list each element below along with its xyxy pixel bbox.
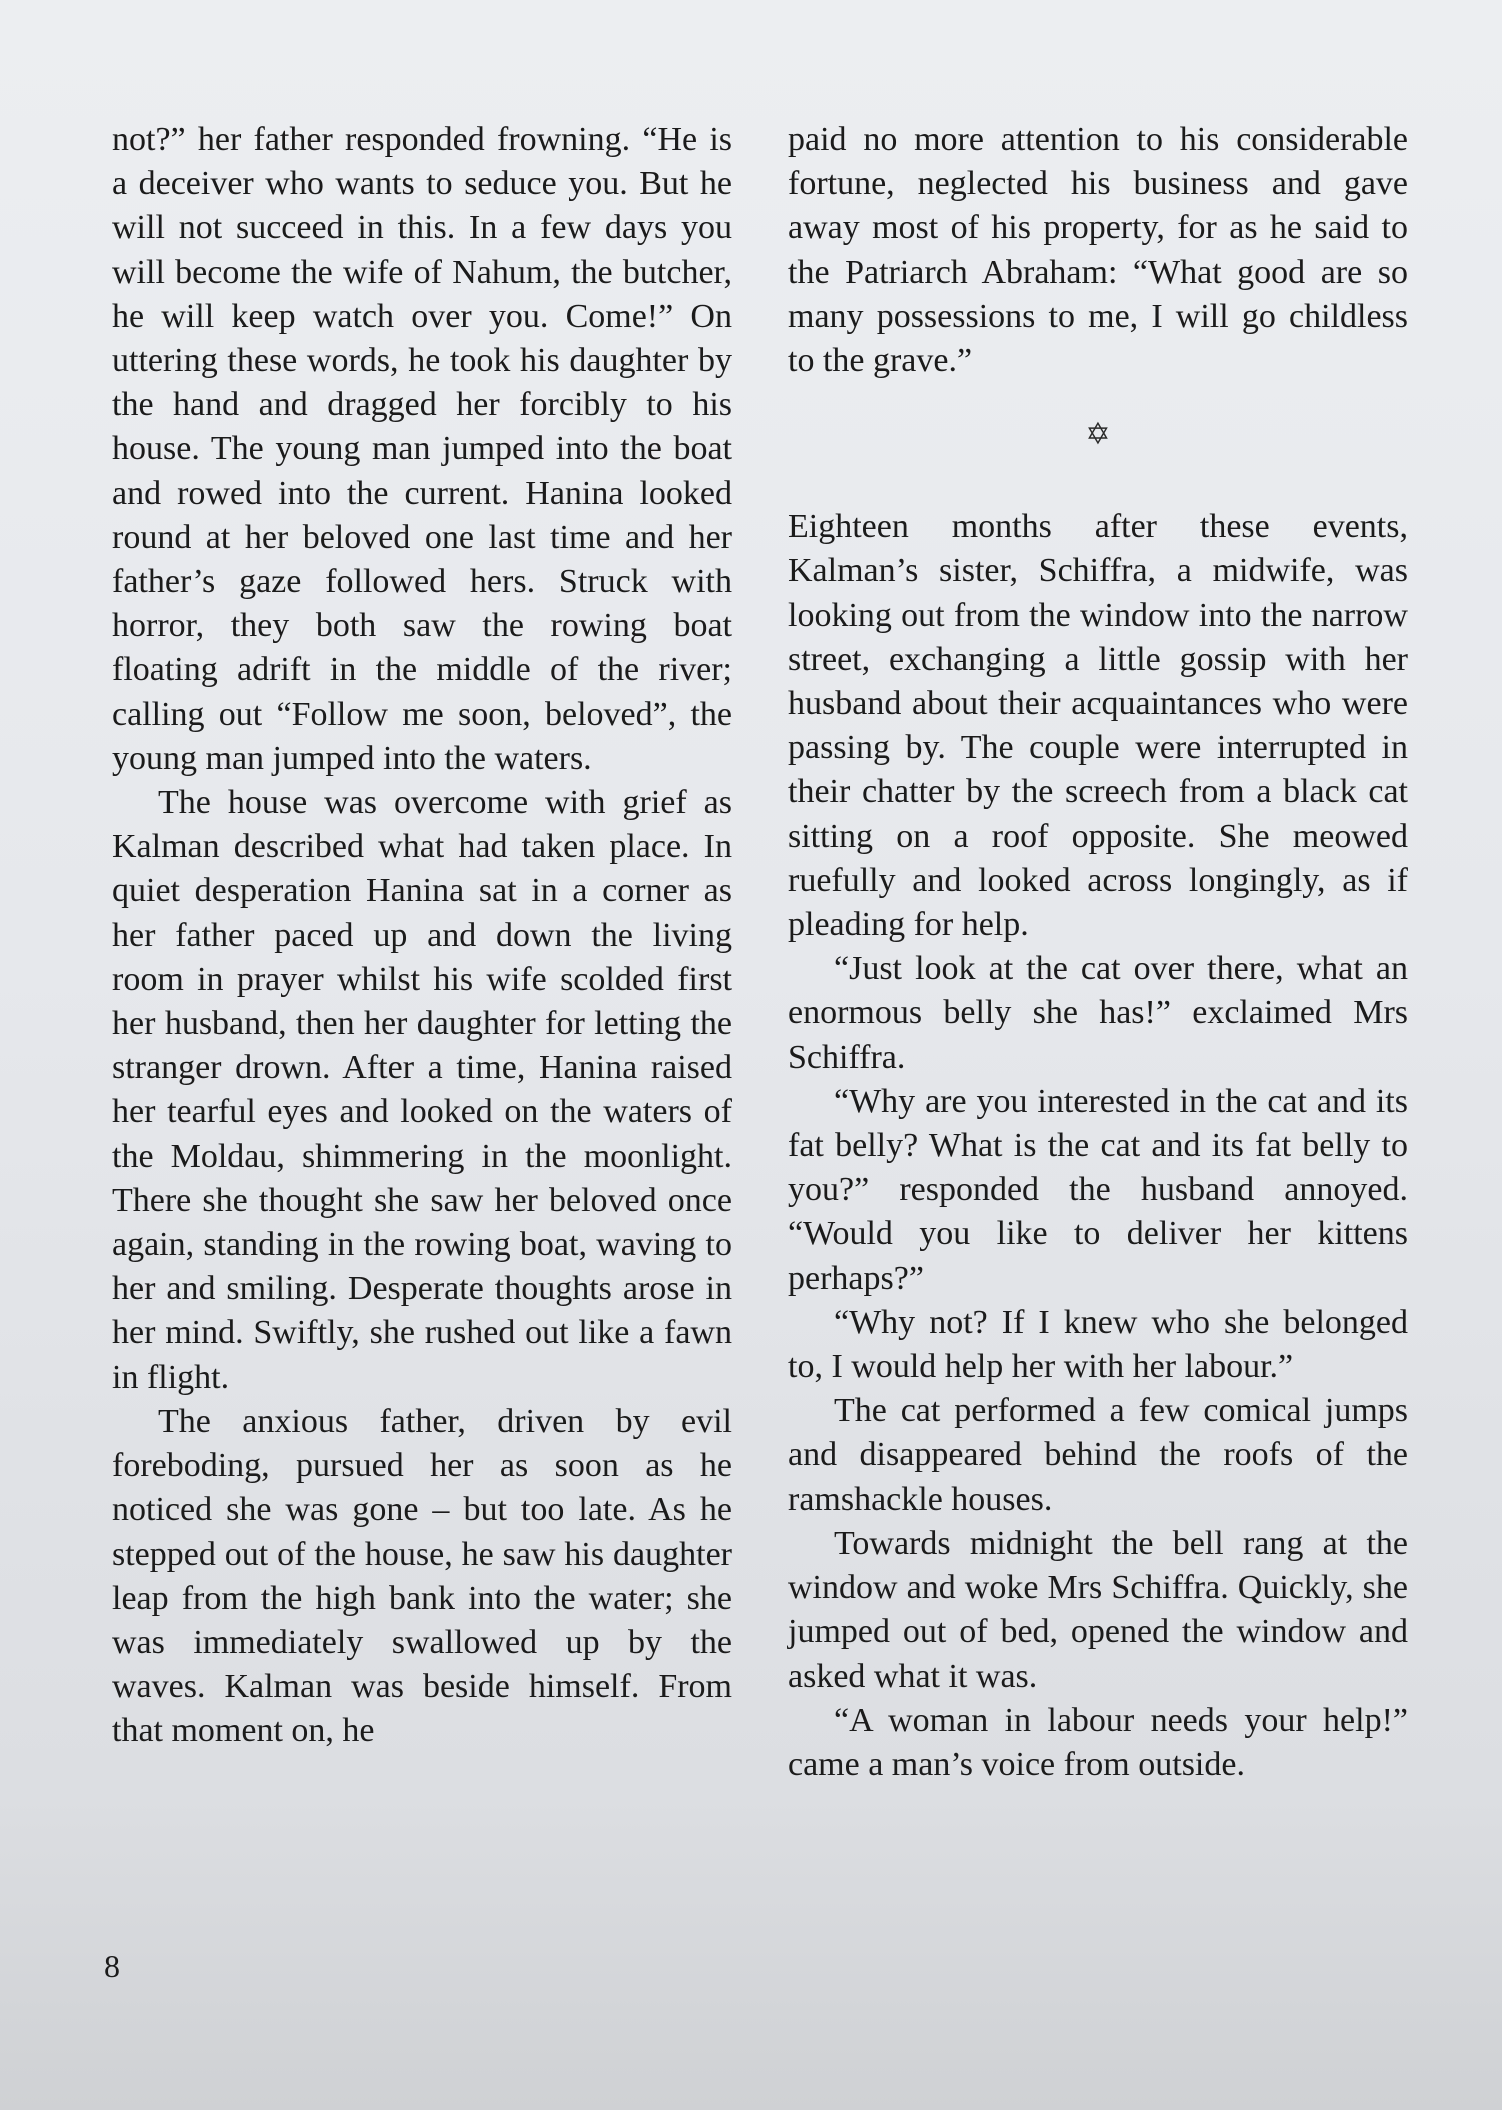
paragraph: Towards midnight the bell rang at the window and woke Mrs Schiffra. Quickly, she jumped out of bed, opened the window and asked what it was. <box>788 1524 1408 1695</box>
paragraph: The anxious father, driven by evil foreboding, pursued her as soon as he noticed she was gone – but too late. As he stepped out of the house, he saw his daughter leap from the high bank into the water; she was immediately swallowed up by the waves. Kalman was beside himself. From that moment on, he <box>112 1402 732 1750</box>
left-text-column <box>112 118 732 1754</box>
paragraph: “Why are you interested in the cat and its fat belly? What is the cat and its fat belly to you?” responded the husband annoyed. “Would you like to deliver her kittens perhaps?” <box>788 1082 1408 1297</box>
paragraph: Eighteen months after these events, Kalman’s sister, Schiffra, a midwife, was looking out from the window into the narrow street, exchanging a little gossip with her husband about their acquaintances who were passing by. The couple were interrupted in their chatter by the screech from a black cat sitting on a roof opposite. She meowed ruefully and looked across longingly, as if pleading for help. <box>788 508 1408 944</box>
right-text-column <box>788 118 1408 1787</box>
paragraph: The house was overcome with grief as Kalman described what had taken place. In quiet desperation Hanina sat in a corner as her father paced up and down the living room in prayer whilst his wife scolded first her husband, then her daughter for letting the stranger drown. After a time, Hanina raised her tearful eyes and looked on the waters of the Moldau, shimmering in the moonlight. There she thought she saw her beloved once again, standing in the rowing boat, waving to her and smiling. Desperate thoughts arose in her mind. Swiftly, she rushed out like a fawn in flight. <box>112 784 732 1396</box>
paragraph: “Why not? If I knew who she belonged to, I would help her with her labour.” <box>788 1303 1408 1386</box>
paragraph: paid no more attention to his considerable fortune, neglected his business and gave away most of his property, for as he said to the Patriarch Abraham: “What good are so many possessions to me, I will go childless to the grave.” <box>788 121 1408 380</box>
paragraph: The cat performed a few comical jumps and disappeared behind the roofs of the ramshackle houses. <box>788 1392 1408 1518</box>
star-of-david-divider-icon: ✡ <box>1085 418 1111 452</box>
paragraph: not?” her father responded frowning. “He is a deceiver who wants to seduce you. But he will not succeed in this. In a few days you will become the wife of Nahum, the butcher, he will keep watch over you. Come!” On uttering these words, he took his daughter by the hand and dragged her forcibly to his house. The young man jumped into the boat and rowed into the current. Hanina looked round at her beloved one last time and her father’s gaze followed hers. Struck with horror, they both saw the rowing boat floating adrift in the middle of the river; calling out “Follow me soon, beloved”, the young man jumped into the waters. <box>112 121 732 777</box>
paragraph: “A woman in labour needs your help!” came a man’s voice from outside. <box>788 1701 1408 1783</box>
paragraph: “Just look at the cat over there, what an enormous belly she has!” exclaimed Mrs Schiffra. <box>788 950 1408 1076</box>
page-number: 8 <box>104 1948 120 1984</box>
